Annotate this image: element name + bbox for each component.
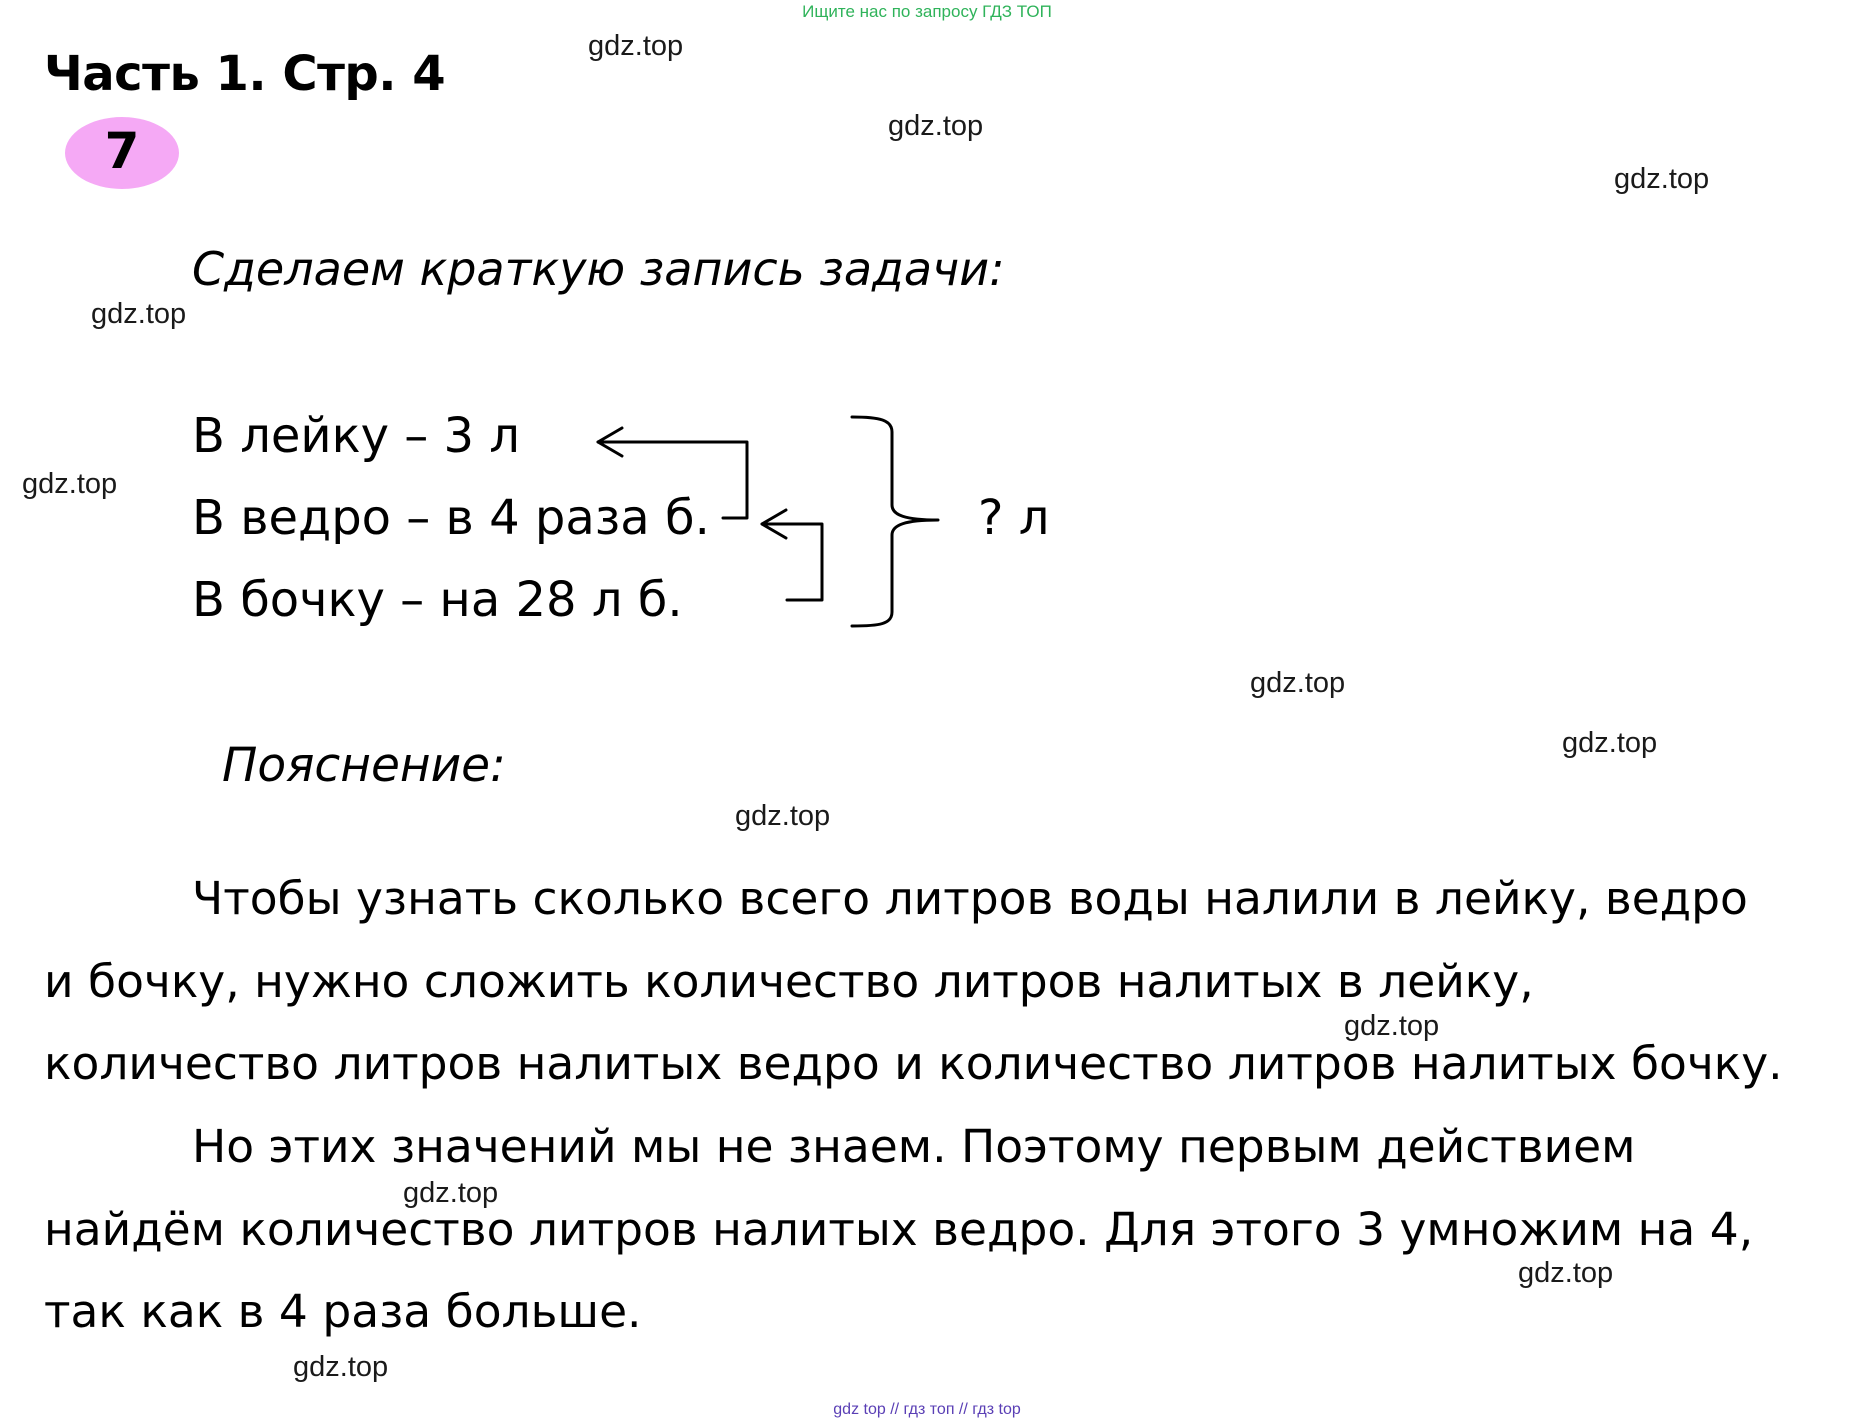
- curly-brace: [852, 417, 938, 626]
- task-number: 7: [104, 122, 140, 180]
- short-record-heading: Сделаем краткую запись задачи:: [192, 242, 1005, 296]
- watermark: gdz.top: [588, 30, 684, 62]
- watermark: gdz.top: [735, 800, 831, 832]
- watermark: gdz.top: [888, 110, 984, 142]
- search-banner: Ищите нас по запросу ГДЗ ТОП: [802, 2, 1052, 21]
- footer-links: gdz top // гдз топ // гдз top: [833, 1401, 1021, 1418]
- paragraph-line: Но этих значений мы не знаем. Поэтому первым действием: [192, 1120, 1636, 1173]
- explanation-heading: Пояснение:: [222, 738, 506, 793]
- arrow-barrel-to-bucket: [762, 524, 822, 600]
- watermark: gdz.top: [1250, 667, 1346, 699]
- watermark: gdz.top: [22, 468, 118, 500]
- watermark: gdz.top: [1614, 163, 1710, 195]
- paragraph-line: так как в 4 раза больше.: [44, 1285, 642, 1338]
- paragraph-line: и бочку, нужно сложить количество литров налитых в лейку,: [44, 955, 1534, 1008]
- watermark: gdz.top: [1344, 1010, 1440, 1042]
- watermark: gdz.top: [293, 1351, 389, 1383]
- condition-bucket: В ведро – в 4 раза б.: [192, 490, 710, 546]
- watermark: gdz.top: [1518, 1257, 1614, 1289]
- condition-barrel: В бочку – на 28 л б.: [192, 572, 683, 628]
- watermark: gdz.top: [91, 298, 187, 330]
- condition-watering-can: В лейку – 3 л: [192, 408, 520, 464]
- paragraph-line: найдём количество литров налитых ведро. Для этого 3 умножим на 4,: [44, 1203, 1754, 1256]
- paragraph-line: Чтобы узнать сколько всего литров воды налили в лейку, ведро: [192, 872, 1748, 925]
- paragraph-line: количество литров налитых ведро и количество литров налитых бочку.: [44, 1037, 1783, 1090]
- page-title: Часть 1. Стр. 4: [44, 46, 446, 102]
- watermark: gdz.top: [403, 1177, 499, 1209]
- question-total-liters: ? л: [978, 490, 1050, 546]
- watermark: gdz.top: [1562, 727, 1658, 759]
